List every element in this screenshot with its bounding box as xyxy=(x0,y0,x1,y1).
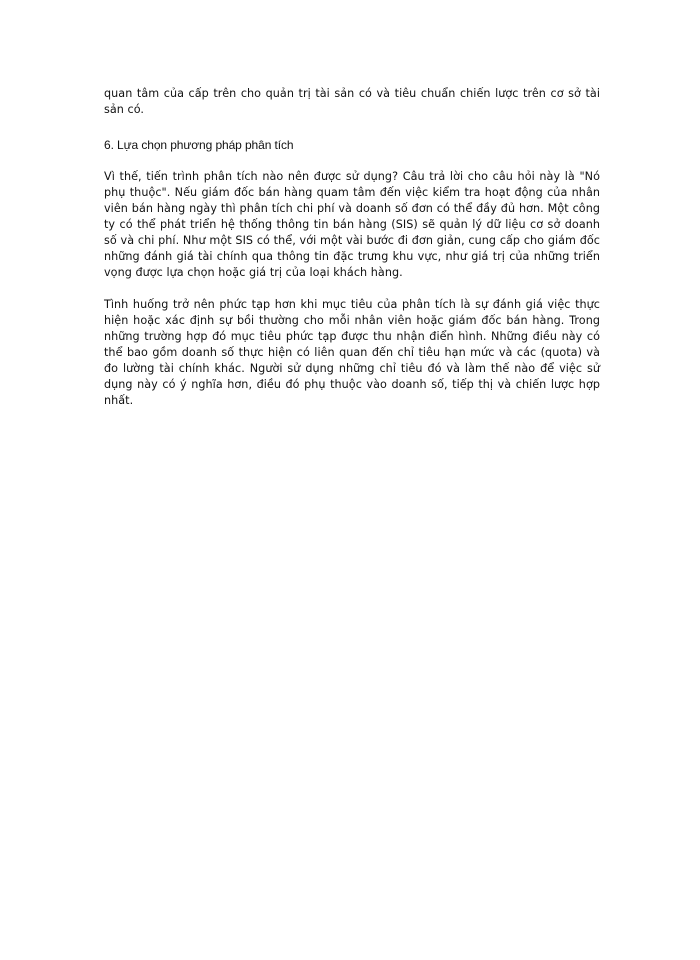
section-heading: 6. Lựa chọn phương pháp phân tích xyxy=(104,138,294,152)
paragraph-complex-situation: Tình huống trở nên phức tạp hơn khi mục tiêu của phân tích là sự đánh giá việc thực hiện hoặc xác định sự bồi thường cho mỗi nhân viên hoặc giám đốc bán hàng. Trong những trường hợp đó mục tiêu phức tạp được thu nhận điển hình. Những điều này có thể bao gồm doanh số thực hiện có liên quan đến chỉ tiêu hạn mức và các (quota) và đo lường tài chính khác. Người sử dụng những chỉ tiêu đó và làm thế nào để việc sử dụng này có ý nghĩa hơn, điều đó phụ thuộc vào doanh số, tiếp thị và chiến lược hợp nhất. xyxy=(104,298,600,407)
paragraph-intro: quan tâm của cấp trên cho quản trị tài sản có và tiêu chuẩn chiến lược trên cơ sở tài sản có. xyxy=(104,87,600,116)
document-page xyxy=(104,86,600,409)
paragraph-analysis-process: Vì thế, tiến trình phân tích nào nên được sử dụng? Câu trả lời cho câu hỏi này là "Nó phụ thuộc". Nếu giám đốc bán hàng quam tâm đến việc kiểm tra hoạt động của nhân viên bán hàng ngày thì phân tích chi phí và doanh số đơn có thể đầy đủ hơn. Một công ty có thể phát triển hệ thống thông tin bán hàng (SIS) sẽ quản lý dữ liệu cơ sở doanh số và chi phí. Như một SIS có thể, với một vài bước đi đơn giản, cung cấp cho giám đốc những đánh giá tài chính qua thông tin đặc trưng khu vực, như giá trị của những triển vọng được lựa chọn hoặc giá trị của loại khách hàng. xyxy=(104,170,600,279)
paragraph-gap xyxy=(104,281,600,297)
